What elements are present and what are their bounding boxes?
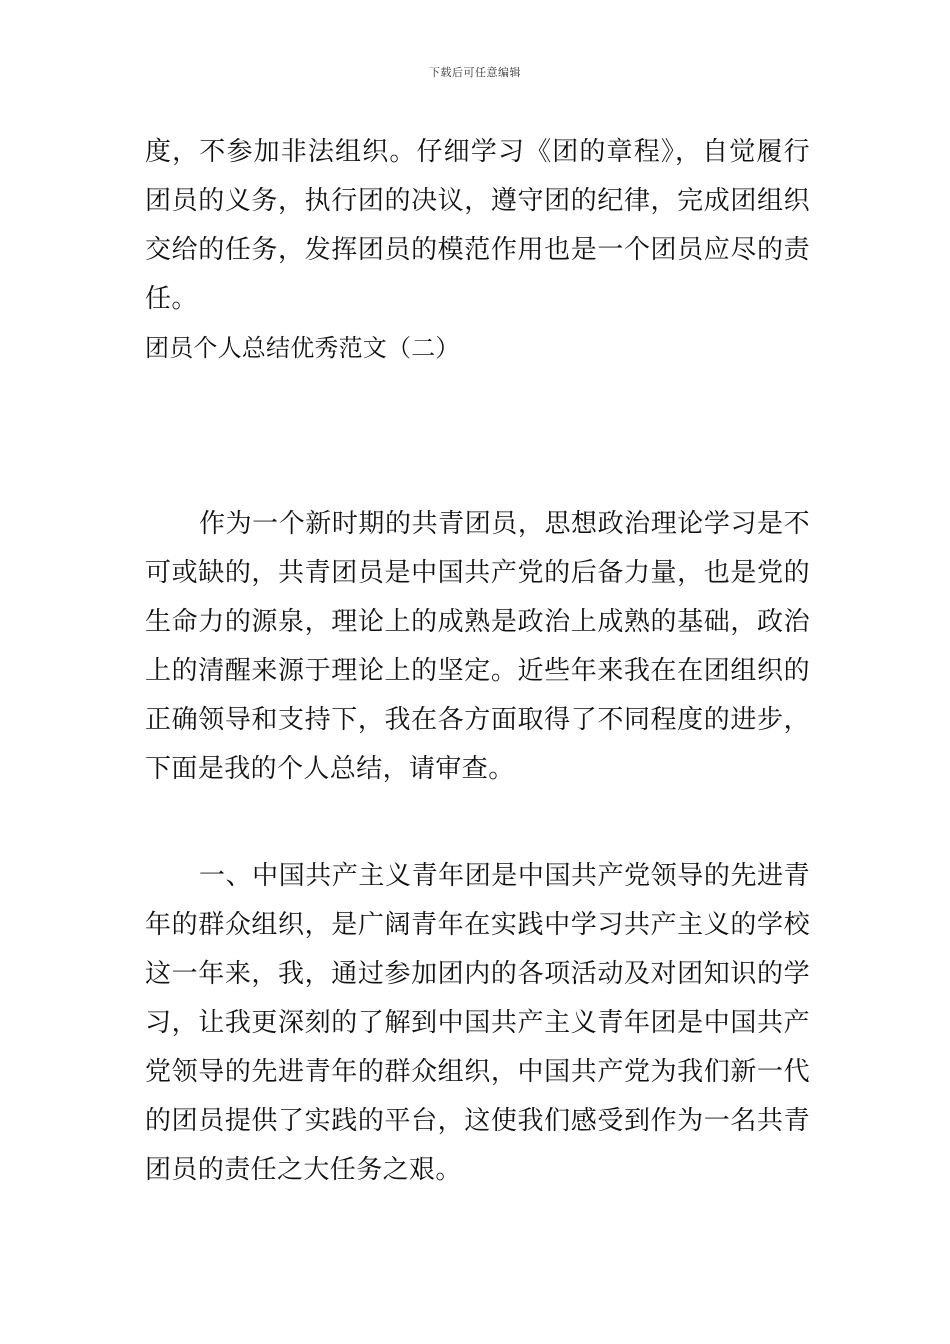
text-line: 团员的责任之大任务之艰。 [145, 1155, 462, 1185]
text-line: 党领导的先进青年的群众组织，中国共产党为我们新一代 [145, 1057, 810, 1087]
text-line: 的团员提供了实践的平台，这使我们感受到作为一名共青 [145, 1106, 810, 1136]
text-line: 年的群众组织，是广阔青年在实践中学习共产主义的学校 [145, 910, 810, 940]
text-line: 上的清醒来源于理论上的坚定。近些年来我在在团组织的 [145, 656, 810, 686]
text-line: 可或缺的，共青团员是中国共产党的后备力量，也是党的 [145, 558, 810, 588]
blank-space [145, 373, 810, 500]
text-line: 一、中国共产主义青年团是中国共产党领导的先进青 [199, 861, 810, 891]
text-line: 团员的义务，执行团的决议，遵守团的纪律，完成团组织 [145, 186, 810, 216]
text-line: 交给的任务，发挥团员的模范作用也是一个团员应尽的责 [145, 235, 810, 265]
blank-space [145, 794, 810, 852]
text-line: 生命力的源泉，理论上的成熟是政治上成熟的基础，政治 [145, 607, 810, 637]
text-line: 下面是我的个人总结，请审查。 [145, 754, 515, 784]
text-line: 习，让我更深刻的了解到中国共产主义青年团是中国共产 [145, 1008, 810, 1038]
page-header: 下载后可任意编辑 [429, 66, 521, 79]
paragraph-intro [145, 500, 810, 794]
text-line: 任。 [145, 284, 198, 314]
document-body [145, 128, 810, 1195]
text-line: 度，不参加非法组织。仔细学习《团的章程》，自觉履行 [145, 137, 810, 167]
paragraph-continued [145, 128, 810, 324]
text-line: 作为一个新时期的共青团员，思想政治理论学习是不 [199, 509, 810, 539]
text-line: 正确领导和支持下，我在各方面取得了不同程度的进步， [145, 705, 810, 735]
section-title: 团员个人总结优秀范文（二） [145, 334, 460, 362]
text-line: 这一年来，我，通过参加团内的各项活动及对团知识的学 [145, 959, 810, 989]
paragraph-section-one [145, 852, 810, 1195]
